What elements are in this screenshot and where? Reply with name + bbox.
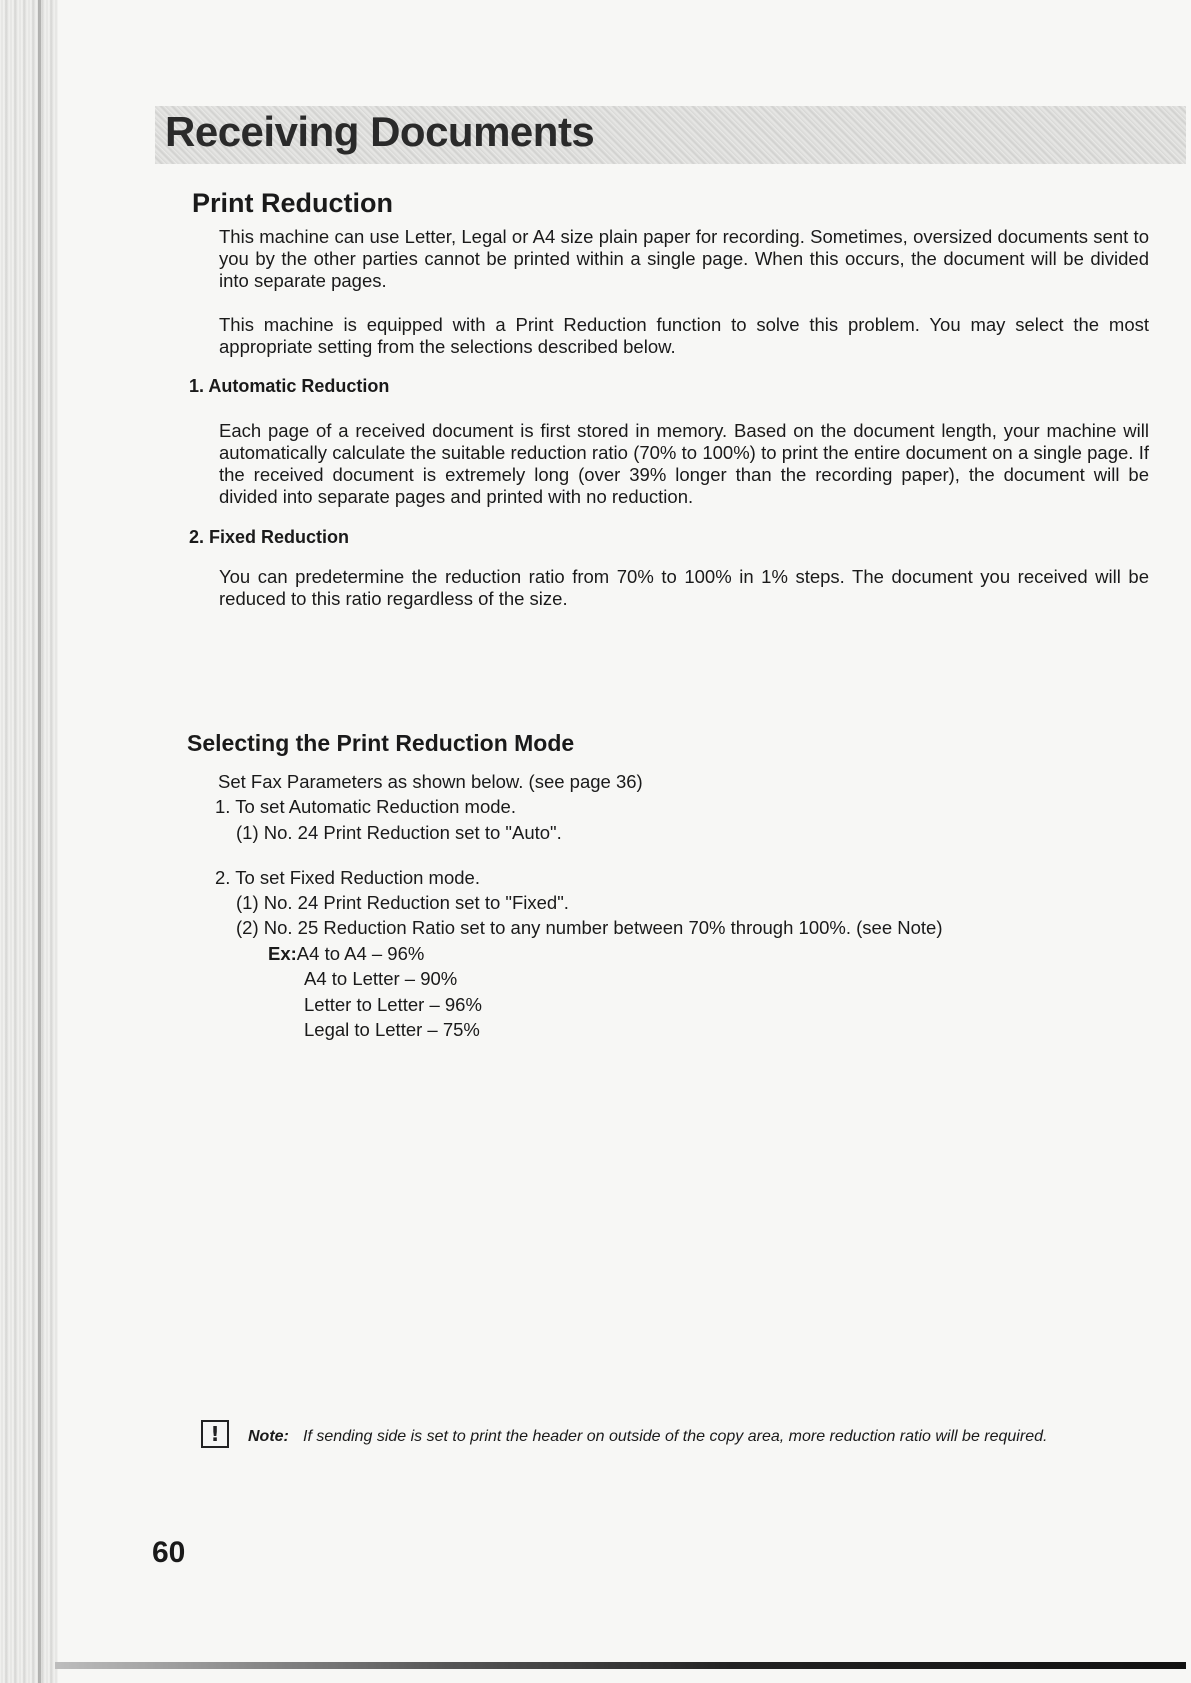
- example-label: Ex:: [268, 943, 297, 964]
- heading-print-reduction: Print Reduction: [192, 188, 393, 218]
- fixed-reduction-text: You can predetermine the reduction ratio from 70% to 100% in 1% steps. The document you received will be reduced to this ratio regardless of the size.: [219, 566, 1149, 609]
- automatic-reduction-title: 1. Automatic Reduction: [189, 376, 390, 396]
- example-1: A4 to A4 – 96%: [296, 943, 425, 964]
- automatic-reduction-text: Each page of a received document is first stored in memory. Based on the document length, your machine will automatically calculate the suitable reduction ratio (70% to 100%) to print the entire document on a single page. If the received document is extremely long (over 39% longer than the recording paper), the document will be divided into separate pages and printed with no reduction.: [219, 420, 1149, 507]
- fixed-reduction-title: 2. Fixed Reduction: [189, 527, 350, 547]
- heading-selecting-mode: Selecting the Print Reduction Mode: [187, 730, 575, 756]
- note-label: Note:: [248, 1428, 289, 1445]
- step-2: 2. To set Fixed Reduction mode.: [215, 867, 480, 888]
- step-2-sub-2: (2) No. 25 Reduction Ratio set to any number between 70% through 100%. (see Note): [236, 917, 943, 938]
- example-4: Legal to Letter – 75%: [304, 1019, 480, 1040]
- binding-edge: [38, 0, 41, 1683]
- example-2: A4 to Letter – 90%: [304, 968, 458, 989]
- example-3: Letter to Letter – 96%: [304, 994, 482, 1015]
- binding-shadow: [0, 0, 58, 1683]
- step-2-sub-1: (1) No. 24 Print Reduction set to "Fixed".: [236, 892, 569, 913]
- example-line-1: [268, 942, 424, 966]
- page-number: 60: [152, 1536, 186, 1569]
- note-text: If sending side is set to print the header on outside of the copy area, more reduction ratio will be required.: [303, 1428, 1048, 1445]
- step-1: 1. To set Automatic Reduction mode.: [215, 796, 516, 817]
- section-title: Receiving Documents: [165, 108, 595, 155]
- note-icon: !: [201, 1420, 229, 1448]
- step-1-sub-1: (1) No. 24 Print Reduction set to "Auto".: [236, 822, 562, 843]
- intro-paragraph-1: This machine can use Letter, Legal or A4 size plain paper for recording. Sometimes, oversized documents sent to you by the other parties cannot be printed within a single page. When this occurs, the document will be divided into separate pages.: [219, 226, 1149, 291]
- intro-paragraph-2: This machine is equipped with a Print Reduction function to solve this problem. You may select the most appropriate setting from the selections described below.: [219, 314, 1149, 357]
- bottom-edge-bar: [55, 1662, 1186, 1669]
- selecting-intro: Set Fax Parameters as shown below. (see page 36): [218, 771, 643, 792]
